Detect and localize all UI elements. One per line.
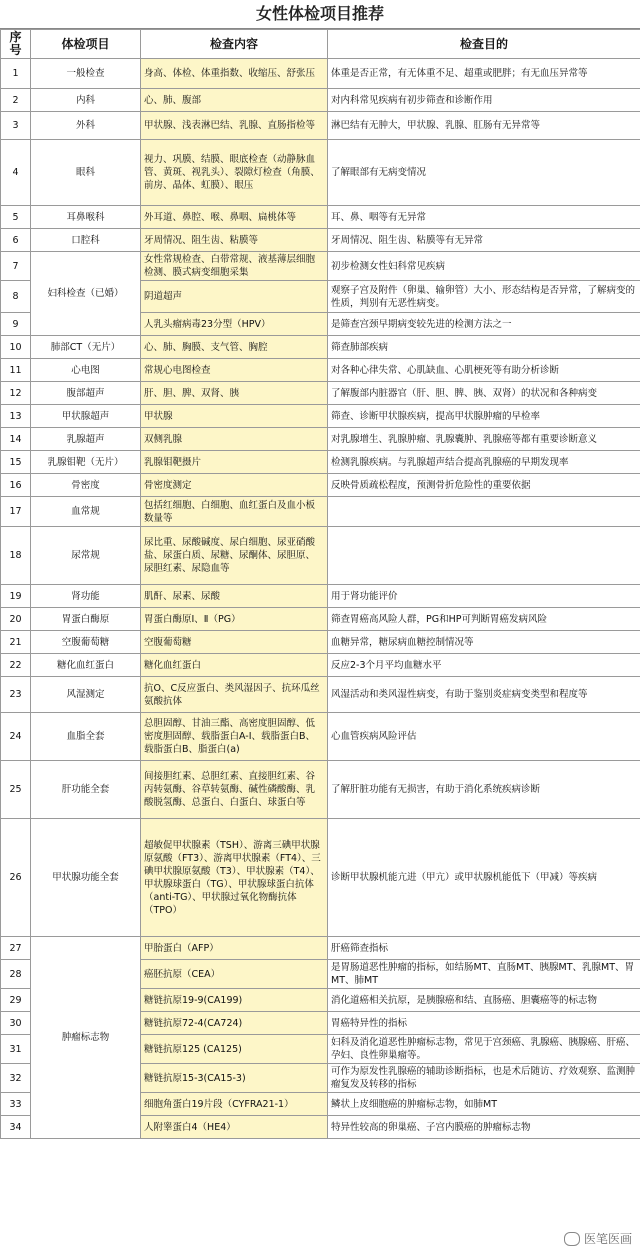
row-number: 8 bbox=[1, 281, 31, 313]
row-content: 外耳道、鼻腔、喉、鼻咽、扁桃体等 bbox=[141, 206, 328, 229]
row-number: 6 bbox=[1, 229, 31, 252]
table-row bbox=[1, 585, 640, 608]
header-item: 体检项目 bbox=[31, 30, 141, 59]
row-purpose: 对各种心律失常、心肌缺血、心肌梗死等有助分析诊断 bbox=[328, 359, 640, 382]
table-row bbox=[1, 428, 640, 451]
table-row bbox=[1, 497, 640, 527]
watermark-text: 医笔医画 bbox=[583, 1232, 632, 1246]
row-number: 2 bbox=[1, 89, 31, 112]
row-number: 31 bbox=[1, 1035, 31, 1064]
table-body bbox=[1, 59, 640, 1139]
row-purpose: 血糖异常，糖尿病血糖控制情况等 bbox=[328, 631, 640, 654]
row-purpose: 反应2-3个月平均血糖水平 bbox=[328, 654, 640, 677]
row-purpose: 体重是否正常，有无体重不足、超重或肥胖；有无血压异常等 bbox=[328, 59, 640, 89]
row-content: 甲状腺 bbox=[141, 405, 328, 428]
row-number: 20 bbox=[1, 608, 31, 631]
row-content: 常规心电图检查 bbox=[141, 359, 328, 382]
row-purpose bbox=[328, 497, 640, 527]
row-purpose: 是筛查宫颈早期病变较先进的检测方法之一 bbox=[328, 313, 640, 336]
table-row bbox=[1, 382, 640, 405]
row-item: 肺部CT（无片） bbox=[31, 336, 141, 359]
row-number: 7 bbox=[1, 252, 31, 281]
table-row bbox=[1, 451, 640, 474]
header-purpose: 检查目的 bbox=[328, 30, 640, 59]
table-row bbox=[1, 112, 640, 140]
row-number: 13 bbox=[1, 405, 31, 428]
table-row bbox=[1, 527, 640, 585]
row-item: 胃蛋白酶原 bbox=[31, 608, 141, 631]
chat-bubble-icon bbox=[564, 1232, 580, 1246]
row-number: 15 bbox=[1, 451, 31, 474]
row-purpose: 心血管疾病风险评估 bbox=[328, 713, 640, 761]
row-number: 33 bbox=[1, 1093, 31, 1116]
row-purpose: 肝癌筛查指标 bbox=[328, 937, 640, 960]
row-content: 尿比重、尿酸碱度、尿白细胞、尿亚硝酸盐、尿蛋白质、尿糖、尿酮体、尿胆原、尿胆红素、尿隐血等 bbox=[141, 527, 328, 585]
row-purpose: 筛查肺部疾病 bbox=[328, 336, 640, 359]
row-number: 16 bbox=[1, 474, 31, 497]
row-item: 血常规 bbox=[31, 497, 141, 527]
table-row bbox=[1, 937, 640, 960]
row-purpose bbox=[328, 527, 640, 585]
table-row bbox=[1, 359, 640, 382]
table-row bbox=[1, 59, 640, 89]
row-number: 18 bbox=[1, 527, 31, 585]
row-content: 超敏促甲状腺素（TSH）、游离三碘甲状腺原氨酸（FT3）、游离甲状腺素（FT4）、三碘甲状腺原氨酸（T3）、甲状腺素（T4）、甲状腺球蛋白（TG）、甲状腺球蛋白抗体（anti-TG）、甲状腺过氧化物酶抗体（TPO） bbox=[141, 819, 328, 937]
row-number: 28 bbox=[1, 960, 31, 989]
row-number: 27 bbox=[1, 937, 31, 960]
row-item: 外科 bbox=[31, 112, 141, 140]
table-row bbox=[1, 140, 640, 206]
row-purpose: 对乳腺增生、乳腺肿瘤、乳腺囊肿、乳腺癌等都有重要诊断意义 bbox=[328, 428, 640, 451]
row-purpose: 风湿活动和类风湿性病变，有助于鉴别炎症病变类型和程度等 bbox=[328, 677, 640, 713]
row-item: 腹部超声 bbox=[31, 382, 141, 405]
header-content: 检查内容 bbox=[141, 30, 328, 59]
row-purpose: 是胃肠道恶性肿瘤的指标，如结肠MT、直肠MT、胰腺MT、乳腺MT、胃MT、肺MT bbox=[328, 960, 640, 989]
row-number: 23 bbox=[1, 677, 31, 713]
row-number: 4 bbox=[1, 140, 31, 206]
row-item: 尿常规 bbox=[31, 527, 141, 585]
row-item: 血脂全套 bbox=[31, 713, 141, 761]
table-row bbox=[1, 713, 640, 761]
row-content: 乳腺钼靶摄片 bbox=[141, 451, 328, 474]
row-number: 30 bbox=[1, 1012, 31, 1035]
row-content: 阴道超声 bbox=[141, 281, 328, 313]
table-row bbox=[1, 608, 640, 631]
row-number: 22 bbox=[1, 654, 31, 677]
row-item: 口腔科 bbox=[31, 229, 141, 252]
row-content: 心、肺、腹部 bbox=[141, 89, 328, 112]
row-number: 12 bbox=[1, 382, 31, 405]
table-row bbox=[1, 761, 640, 819]
row-content: 癌胚抗原（CEA） bbox=[141, 960, 328, 989]
row-content: 女性常规检查、白带常规、液基薄层细胞检测、膜式病变细胞采集 bbox=[141, 252, 328, 281]
row-item: 乳腺钼靶（无片） bbox=[31, 451, 141, 474]
table-row bbox=[1, 252, 640, 281]
row-content: 空腹葡萄糖 bbox=[141, 631, 328, 654]
row-number: 10 bbox=[1, 336, 31, 359]
row-item: 妇科检查（已婚） bbox=[31, 252, 141, 336]
row-purpose: 淋巴结有无肿大，甲状腺、乳腺、肛肠有无异常等 bbox=[328, 112, 640, 140]
row-purpose: 筛查、诊断甲状腺疾病，提高甲状腺肿瘤的早检率 bbox=[328, 405, 640, 428]
row-purpose: 胃癌特异性的指标 bbox=[328, 1012, 640, 1035]
row-item: 内科 bbox=[31, 89, 141, 112]
row-content: 肌酐、尿素、尿酸 bbox=[141, 585, 328, 608]
row-number: 25 bbox=[1, 761, 31, 819]
row-number: 32 bbox=[1, 1064, 31, 1093]
row-item: 一般检查 bbox=[31, 59, 141, 89]
row-content: 视力、巩膜、结膜、眼底检查（动静脉血管、黄斑、视乳头）、裂隙灯检查（角膜、前房、晶体、虹膜）、眼压 bbox=[141, 140, 328, 206]
table-title: 女性体检项目推荐 bbox=[0, 0, 640, 29]
table-row bbox=[1, 474, 640, 497]
row-purpose: 对内科常见疾病有初步筛查和诊断作用 bbox=[328, 89, 640, 112]
row-number: 14 bbox=[1, 428, 31, 451]
row-content: 甲状腺、浅表淋巴结、乳腺、直肠指检等 bbox=[141, 112, 328, 140]
row-number: 1 bbox=[1, 59, 31, 89]
row-item: 肿瘤标志物 bbox=[31, 937, 141, 1139]
row-item: 空腹葡萄糖 bbox=[31, 631, 141, 654]
row-purpose: 了解腹部内脏器官（肝、胆、脾、胰、双肾）的状况和各种病变 bbox=[328, 382, 640, 405]
watermark bbox=[564, 1230, 632, 1247]
row-number: 5 bbox=[1, 206, 31, 229]
row-item: 乳腺超声 bbox=[31, 428, 141, 451]
row-content: 抗O、C反应蛋白、类风湿因子、抗环瓜丝氨酸抗体 bbox=[141, 677, 328, 713]
row-content: 胃蛋白酶原Ⅰ、Ⅱ（PG） bbox=[141, 608, 328, 631]
row-purpose: 可作为原发性乳腺癌的辅助诊断指标，也是术后随访、疗效观察、监测肿瘤复发及转移的指标 bbox=[328, 1064, 640, 1093]
table-row bbox=[1, 336, 640, 359]
row-item: 心电图 bbox=[31, 359, 141, 382]
row-purpose: 用于肾功能评价 bbox=[328, 585, 640, 608]
row-content: 心、肺、胸膜、支气管、胸腔 bbox=[141, 336, 328, 359]
row-content: 骨密度测定 bbox=[141, 474, 328, 497]
row-content: 糖链抗原125 (CA125) bbox=[141, 1035, 328, 1064]
row-number: 17 bbox=[1, 497, 31, 527]
row-number: 29 bbox=[1, 989, 31, 1012]
row-number: 34 bbox=[1, 1116, 31, 1139]
row-number: 3 bbox=[1, 112, 31, 140]
table-row bbox=[1, 229, 640, 252]
row-purpose: 了解肝脏功能有无损害，有助于消化系统疾病诊断 bbox=[328, 761, 640, 819]
row-item: 眼科 bbox=[31, 140, 141, 206]
row-item: 骨密度 bbox=[31, 474, 141, 497]
row-content: 糖化血红蛋白 bbox=[141, 654, 328, 677]
row-item: 甲状腺功能全套 bbox=[31, 819, 141, 937]
table-row bbox=[1, 819, 640, 937]
row-purpose: 诊断甲状腺机能亢进（甲亢）或甲状腺机能低下（甲减）等疾病 bbox=[328, 819, 640, 937]
row-number: 9 bbox=[1, 313, 31, 336]
header-no: 序号 bbox=[1, 30, 31, 59]
row-purpose: 观察子宫及附件（卵巢、输卵管）大小、形态结构是否异常，了解病变的性质，判别有无恶性病变。 bbox=[328, 281, 640, 313]
row-number: 21 bbox=[1, 631, 31, 654]
row-purpose: 鳞状上皮细胞癌的肿瘤标志物，如肺MT bbox=[328, 1093, 640, 1116]
row-purpose: 了解眼部有无病变情况 bbox=[328, 140, 640, 206]
row-purpose: 筛查胃癌高风险人群，PG和HP可判断胃癌发病风险 bbox=[328, 608, 640, 631]
row-number: 11 bbox=[1, 359, 31, 382]
table-row bbox=[1, 631, 640, 654]
row-number: 26 bbox=[1, 819, 31, 937]
row-purpose: 消化道癌相关抗原，是胰腺癌和结、直肠癌、胆囊癌等的标志物 bbox=[328, 989, 640, 1012]
row-item: 风湿测定 bbox=[31, 677, 141, 713]
row-content: 双侧乳腺 bbox=[141, 428, 328, 451]
row-purpose: 特异性较高的卵巢癌、子宫内膜癌的肿瘤标志物 bbox=[328, 1116, 640, 1139]
row-item: 糖化血红蛋白 bbox=[31, 654, 141, 677]
row-content: 牙周情况、阻生齿、粘膜等 bbox=[141, 229, 328, 252]
table-row bbox=[1, 677, 640, 713]
row-content: 包括红细胞、白细胞、血红蛋白及血小板数量等 bbox=[141, 497, 328, 527]
row-purpose: 牙周情况、阻生齿、粘膜等有无异常 bbox=[328, 229, 640, 252]
header-row bbox=[1, 30, 640, 59]
row-content: 细胞角蛋白19片段（CYFRA21-1） bbox=[141, 1093, 328, 1116]
row-number: 19 bbox=[1, 585, 31, 608]
row-item: 甲状腺超声 bbox=[31, 405, 141, 428]
row-purpose: 妇科及消化道恶性肿瘤标志物，常见于宫颈癌、乳腺癌、胰腺癌、肝癌、孕妇、良性卵巢瘤等。 bbox=[328, 1035, 640, 1064]
row-content: 糖链抗原72-4(CA724) bbox=[141, 1012, 328, 1035]
row-purpose: 初步检测女性妇科常见疾病 bbox=[328, 252, 640, 281]
row-content: 甲胎蛋白（AFP） bbox=[141, 937, 328, 960]
row-content: 人附睾蛋白4（HE4） bbox=[141, 1116, 328, 1139]
row-content: 人乳头瘤病毒23分型（HPV） bbox=[141, 313, 328, 336]
row-purpose: 反映骨质疏松程度，预测骨折危险性的重要依据 bbox=[328, 474, 640, 497]
row-purpose: 耳、鼻、咽等有无异常 bbox=[328, 206, 640, 229]
table-row bbox=[1, 405, 640, 428]
row-content: 间接胆红素、总胆红素、直接胆红素、谷丙转氨酶、谷草转氨酶、碱性磷酸酶、乳酸脱氢酶、总蛋白、白蛋白、球蛋白等 bbox=[141, 761, 328, 819]
row-content: 总胆固醇、甘油三酯、高密度胆固醇、低密度胆固醇、载脂蛋白A-Ⅰ、载脂蛋白B、载脂蛋白B、脂蛋白(a) bbox=[141, 713, 328, 761]
row-content: 肝、胆、脾、双肾、胰 bbox=[141, 382, 328, 405]
row-item: 肝功能全套 bbox=[31, 761, 141, 819]
checkup-table bbox=[0, 29, 640, 1139]
table-row bbox=[1, 206, 640, 229]
table-row bbox=[1, 654, 640, 677]
row-number: 24 bbox=[1, 713, 31, 761]
row-item: 耳鼻喉科 bbox=[31, 206, 141, 229]
row-content: 糖链抗原19-9(CA199) bbox=[141, 989, 328, 1012]
table-row bbox=[1, 89, 640, 112]
row-content: 身高、体检、体重指数、收缩压、舒张压 bbox=[141, 59, 328, 89]
row-purpose: 检测乳腺疾病。与乳腺超声结合提高乳腺癌的早期发现率 bbox=[328, 451, 640, 474]
row-item: 肾功能 bbox=[31, 585, 141, 608]
row-content: 糖链抗原15-3(CA15-3) bbox=[141, 1064, 328, 1093]
